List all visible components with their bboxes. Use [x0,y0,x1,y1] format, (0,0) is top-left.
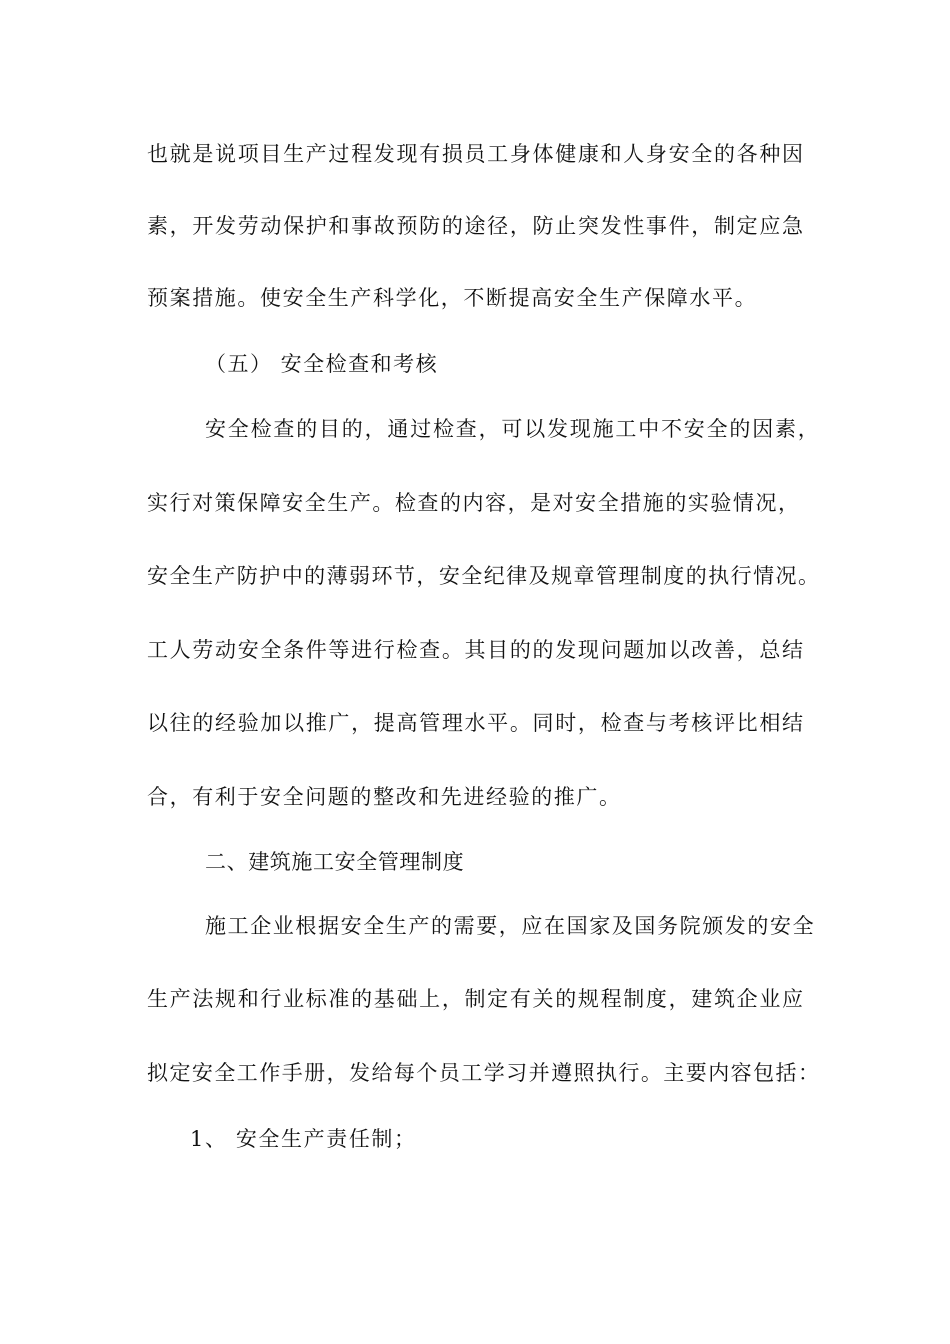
paragraph-line: 施工企业根据安全生产的需要，应在国家及国务院颁发的安全 [205,914,816,938]
paragraph-line: 安全检查的目的，通过检查，可以发现施工中不安全的因素， [205,417,821,441]
paragraph-line: 合，有利于安全问题的整改和先进经验的推广。 [147,785,622,809]
paragraph-line: 生产法规和行业标准的基础上，制定有关的规程制度，建筑企业应 [147,987,803,1011]
paragraph-line: 以往的经验加以推广，提高管理水平。同时，检查与考核评比相结 [147,711,803,735]
paragraph-line: 也就是说项目生产过程发现有损员工身体健康和人身安全的各种因 [147,142,803,166]
list-item: 1、 安全生产责任制； [190,1127,417,1151]
section-heading: （五） 安全检查和考核 [205,352,439,376]
paragraph-line: 素，开发劳动保护和事故预防的途径，防止突发性事件，制定应急 [147,214,803,238]
paragraph-line: 实行对策保障安全生产。检查的内容，是对安全措施的实验情况， [147,491,799,515]
paragraph-line: 工人劳动安全条件等进行检查。其目的的发现问题加以改善，总结 [147,638,803,662]
paragraph-line: 安全生产防护中的薄弱环节，安全纪律及规章管理制度的执行情况。 [147,564,819,588]
paragraph-line: 拟定安全工作手册，发给每个员工学习并遵照执行。主要内容包括： [147,1061,819,1085]
section-heading: 二、建筑施工安全管理制度 [205,850,465,874]
paragraph-line: 预案措施。使安全生产科学化，不断提高安全生产保障水平。 [147,286,758,310]
